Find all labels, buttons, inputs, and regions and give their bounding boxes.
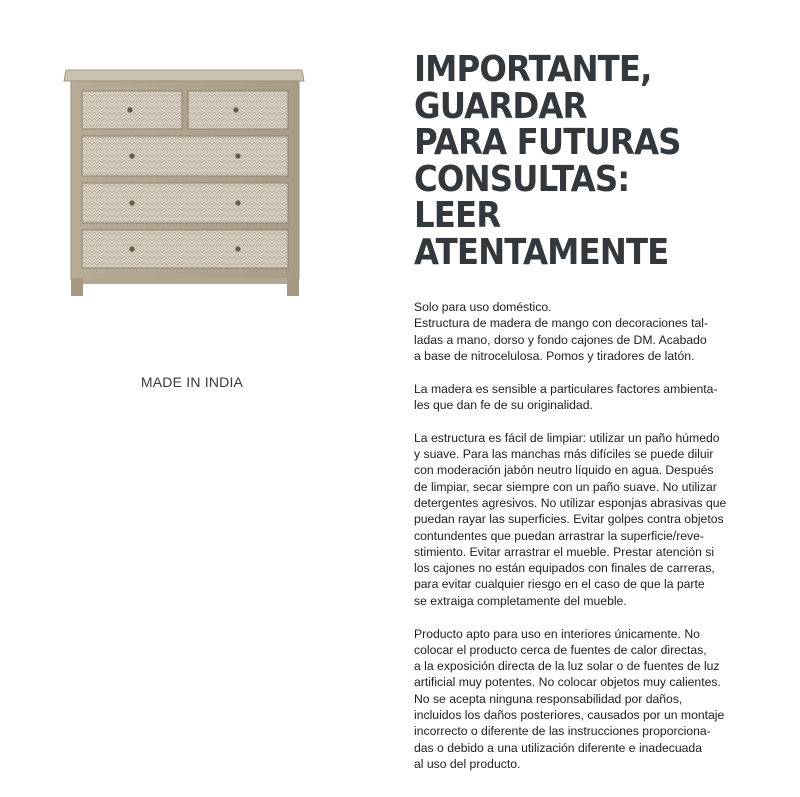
- page-title: [414, 49, 774, 273]
- dresser-image: [62, 64, 306, 298]
- text-line: No se acepta ninguna responsabilidad por daños,: [414, 691, 683, 706]
- text-line: ladas a mano, dorso y fondo cajones de DM. Acabado: [414, 332, 707, 347]
- text-line: detergentes agresivos. No utilizar esponjas abrasivas que: [414, 495, 727, 510]
- text-line: colocar el producto cerca de fuentes de calor directas,: [414, 642, 707, 657]
- text-line: les que dan fe de su originalidad.: [414, 397, 593, 412]
- text-line: Estructura de madera de mango con decoraciones tal-: [414, 316, 709, 331]
- title-line: ATENTAMENTE: [414, 231, 669, 273]
- text-line: puedan rayar las superficies. Evitar golpes contra objetos: [414, 512, 724, 527]
- text-line: La madera es sensible a particulares factores ambienta-: [414, 381, 718, 396]
- text-line: a base de nitrocelulosa. Pomos y tiradores de latón.: [414, 348, 695, 363]
- text-line: Producto apto para uso en interiores únicamente. No: [414, 626, 700, 641]
- text-line: de limpiar, secar siempre con un paño suave. No utilizar: [414, 479, 717, 494]
- text-line: y suave. Para las manchas más difíciles se puede diluir: [414, 447, 714, 462]
- text-line: se extraiga completamente del mueble.: [414, 593, 627, 608]
- text-line: Solo para uso doméstico.: [414, 300, 552, 314]
- text-line: stimiento. Evitar arrastrar el mueble. Prestar atención si: [414, 544, 715, 559]
- text-line: a la exposición directa de la luz solar o de fuentes de luz: [414, 659, 720, 674]
- text-line: para evitar cualquier riesgo en el caso de que la parte: [414, 577, 705, 592]
- text-line: contundentes que puedan arrastrar la superficie/reve-: [414, 528, 704, 543]
- text-line: das o debido a una utilización diferente e inadecuada: [414, 740, 702, 755]
- text-line: los cajones no están equipados con finales de carreras,: [414, 561, 715, 576]
- paragraph-wood: [414, 381, 784, 414]
- title-line: CONSULTAS:: [414, 158, 630, 200]
- text-line: La estructura es fácil de limpiar: utilizar un paño húmedo: [414, 430, 720, 445]
- text-line: con moderación jabón neutro líquido en agua. Después: [414, 463, 714, 478]
- paragraph-cleaning: [414, 430, 784, 609]
- paragraph-usage: [414, 299, 784, 364]
- title-line: LEER: [414, 195, 501, 236]
- title-line: GUARDAR: [414, 85, 587, 127]
- instructions-body: [414, 299, 784, 789]
- text-line: incorrecto o diferente de las instrucciones proporciona-: [414, 724, 711, 739]
- made-in-label: MADE IN INDIA: [140, 374, 244, 390]
- title-line: IMPORTANTE,: [414, 49, 652, 90]
- text-line: artificial muy potentes. No colocar objetos muy calientes.: [414, 675, 721, 690]
- text-line: incluidos los daños posteriores, causados por un montaje: [414, 708, 725, 723]
- paragraph-safety: [414, 626, 784, 773]
- text-line: al uso del producto.: [414, 756, 521, 771]
- title-line: PARA FUTURAS: [414, 122, 681, 163]
